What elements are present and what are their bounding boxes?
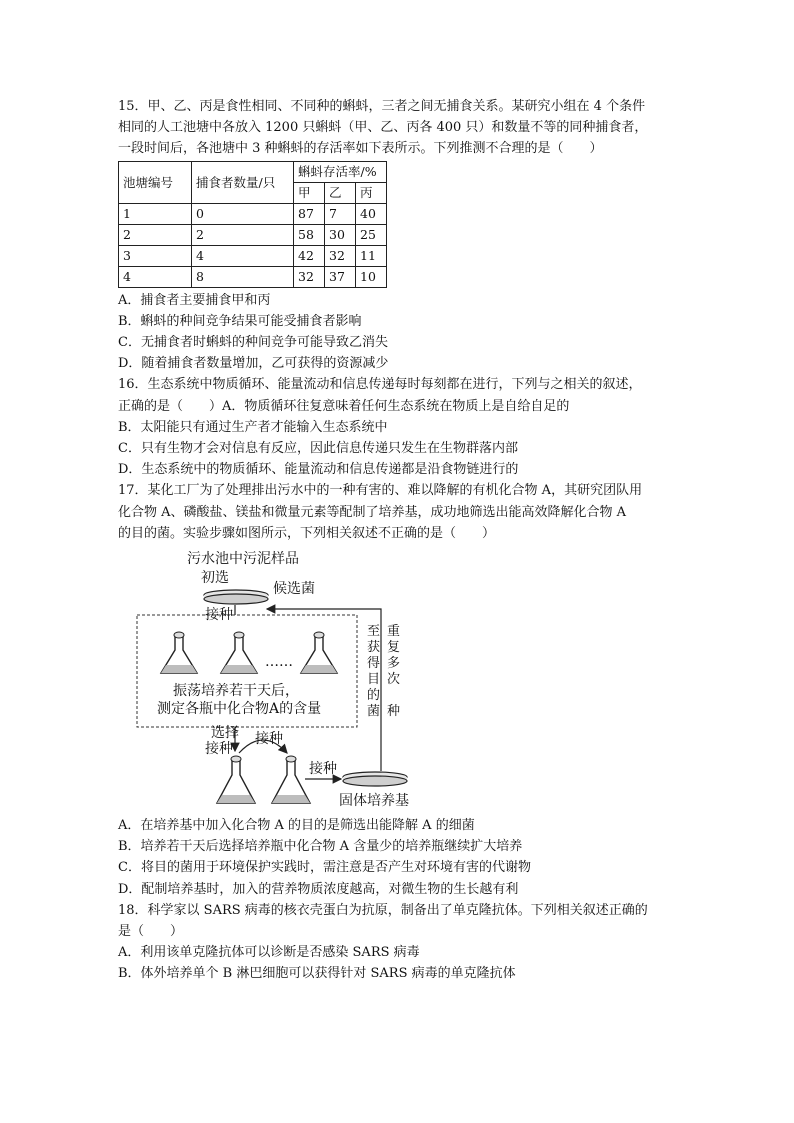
label-inoculate-top: 接种 <box>205 607 233 624</box>
repeat-char: 种 <box>387 704 401 720</box>
survival-table <box>118 161 387 288</box>
table-row <box>119 266 387 287</box>
q16-stem-line-1: 16．生态系统中物质循环、能量流动和信息传递每时每刻都在进行，下列与之相关的叙述， <box>118 377 642 393</box>
header-predators: 捕食者数量/只 <box>192 161 294 203</box>
cell-jia: 32 <box>294 266 325 287</box>
cell-yi: 37 <box>325 266 356 287</box>
cell-jia: 87 <box>294 203 325 224</box>
petri-dish-bottom <box>343 772 407 786</box>
q17-stem-line-3: 的目的菌。实验步骤如图所示，下列相关叙述不正确的是（ ） <box>118 525 496 541</box>
question-15 <box>118 96 678 374</box>
flask-5 <box>272 756 310 803</box>
repeat-char: 的 <box>367 688 381 704</box>
label-sample: 污水池中污泥样品 <box>187 551 299 568</box>
cell-bing: 11 <box>356 245 387 266</box>
flask-4 <box>217 756 255 803</box>
question-18 <box>118 900 678 985</box>
cell-bing: 10 <box>356 266 387 287</box>
q17-stem-line-1: 17．某化工厂为了处理排出污水中的一种有害的、难以降解的有机化合物 A，其研究团队用 <box>118 483 643 499</box>
q15-stem-line-1: 15．甲、乙、丙是食性相同、不同种的蝌蚪，三者之间无捕食关系。某研究小组在 4 个条件 <box>118 99 646 114</box>
petri-dish-top <box>204 590 268 604</box>
cell-bing: 25 <box>356 224 387 245</box>
cell-pond: 1 <box>119 203 192 224</box>
q15-option-b: B．蝌蚪的种间竞争结果可能受捕食者影响 <box>118 313 362 329</box>
cell-predators: 2 <box>192 224 294 245</box>
table-row <box>119 203 387 224</box>
flask-3 <box>301 632 337 673</box>
flask-2 <box>221 632 257 673</box>
header-survival: 蝌蚪存活率/% <box>294 161 387 182</box>
q15-option-d: D．随着捕食者数量增加，乙可获得的资源减少 <box>118 356 389 372</box>
repeat-char: 多 <box>387 656 401 672</box>
table-row <box>119 224 387 245</box>
cell-yi: 7 <box>325 203 356 224</box>
label-inoculate-mid: 接种 <box>255 731 283 748</box>
q15-option-c: C．无捕食者时蝌蚪的种间竞争可能导致乙消失 <box>118 335 388 351</box>
q17-stem-line-2: 化合物 A、磷酸盐、镁盐和微量元素等配制了培养基，成功地筛选出能高效降解化合物 A <box>118 504 627 520</box>
species-yi: 乙 <box>325 182 356 203</box>
q18-stem-line-1: 18．科学家以 SARS 病毒的核衣壳蛋白为抗原，制备出了单克隆抗体。下列相关叙述正确的 <box>118 902 648 918</box>
q15-stem-line-3: 一段时间后，各池塘中 3 种蝌蚪的存活率如下表所示。下列推测不合理的是（ ） <box>118 141 603 157</box>
repeat-char: 目 <box>367 672 381 688</box>
q16-option-b: B．太阳能只有通过生产者才能输入生态系统中 <box>118 419 388 435</box>
q15-stem-line-2: 相同的人工池塘中各放入 1200 只蝌蚪（甲、乙、丙各 400 只）和数量不等的同种捕食者， <box>118 120 648 136</box>
label-select: 选择 <box>211 725 239 742</box>
repeat-char: 次 <box>387 672 401 688</box>
q16-stem-line-2: 正确的是（ ）A．物质循环往复意味着任何生态系统在物质上是自给自足的 <box>118 398 570 414</box>
cell-yi: 30 <box>325 224 356 245</box>
cell-pond: 4 <box>119 266 192 287</box>
q18-option-b: B．体外培养单个 B 淋巴细胞可以获得针对 SARS 病毒的单克隆抗体 <box>118 966 516 982</box>
q17-option-b: B．培养若干天后选择培养瓶中化合物 A 含量少的培养瓶继续扩大培养 <box>118 839 523 855</box>
screening-diagram <box>135 549 435 811</box>
q16-option-c: C．只有生物才会对信息有反应，因此信息传递只发生在生物群落内部 <box>118 441 518 457</box>
question-16 <box>118 374 678 480</box>
repeat-char: 重 <box>387 624 401 640</box>
q15-option-a: A．捕食者主要捕食甲和丙 <box>118 292 271 308</box>
q16-option-d: D．生态系统中的物质循环、能量流动和信息传递都是沿食物链进行的 <box>118 462 519 478</box>
species-bing: 丙 <box>356 182 387 203</box>
repeat-char: 菌 <box>367 704 381 720</box>
q18-option-a: A．利用该单克隆抗体可以诊断是否感染 SARS 病毒 <box>118 945 420 961</box>
cell-bing: 40 <box>356 203 387 224</box>
label-shake-2: 测定各瓶中化合物A的含量 <box>157 701 322 718</box>
label-shake-1: 振荡培养若干天后， <box>173 683 299 700</box>
label-solid-medium: 固体培养基 <box>339 793 409 810</box>
cell-predators: 4 <box>192 245 294 266</box>
cell-yi: 32 <box>325 245 356 266</box>
q18-stem-line-2: 是（ ） <box>118 924 184 940</box>
cell-jia: 42 <box>294 245 325 266</box>
label-inoculate-right: 接种 <box>309 761 337 778</box>
repeat-char: 至 <box>367 624 381 640</box>
q17-option-d: D．配制培养基时，加入的营养物质浓度越高，对微生物的生长越有利 <box>118 881 519 897</box>
repeat-char: 获 <box>367 640 381 656</box>
question-17 <box>118 480 678 899</box>
repeat-char: 得 <box>367 656 381 672</box>
cell-predators: 0 <box>192 203 294 224</box>
cell-jia: 58 <box>294 224 325 245</box>
cell-predators: 8 <box>192 266 294 287</box>
table-row <box>119 245 387 266</box>
label-primary-screen: 初选 <box>201 570 229 587</box>
header-pond: 池塘编号 <box>119 161 192 203</box>
label-dots: …… <box>265 654 293 671</box>
label-candidate: 候选菌 <box>273 581 315 598</box>
q17-option-a: A．在培养基中加入化合物 A 的目的是筛选出能降解 A 的细菌 <box>118 818 475 834</box>
exam-page <box>118 96 678 985</box>
q17-option-c: C．将目的菌用于环境保护实践时，需注意是否产生对环境有害的代谢物 <box>118 860 531 876</box>
cell-pond: 2 <box>119 224 192 245</box>
species-jia: 甲 <box>294 182 325 203</box>
flask-1 <box>161 632 197 673</box>
table-header-row <box>119 161 387 182</box>
label-inoculate-left: 接种 <box>205 741 233 758</box>
cell-pond: 3 <box>119 245 192 266</box>
repeat-char: 复 <box>387 640 401 656</box>
